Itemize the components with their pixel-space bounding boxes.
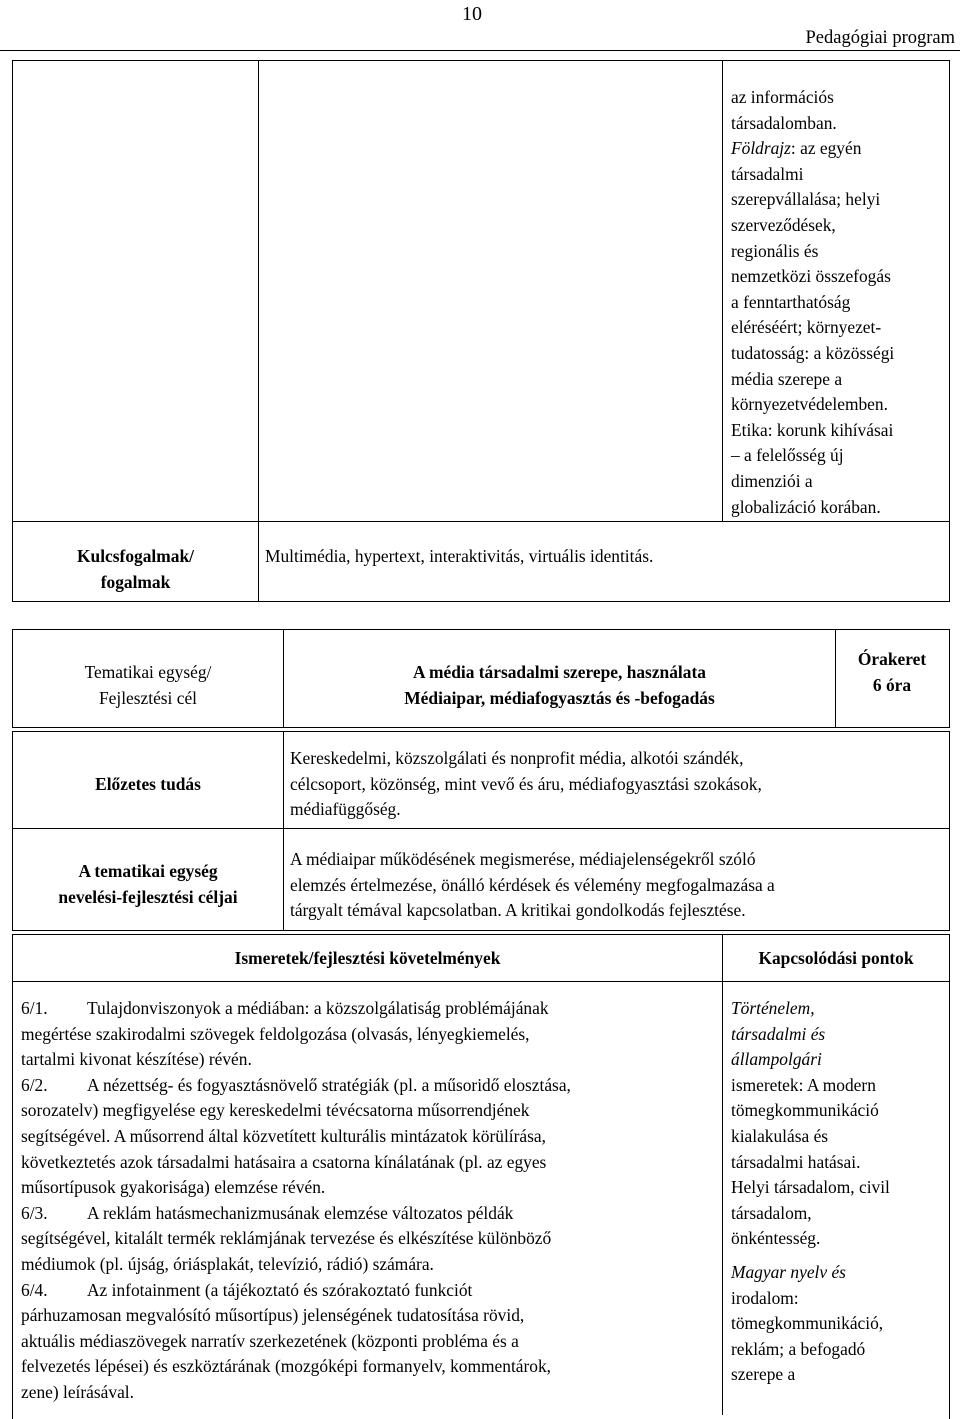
goals-line: A médiaipar működésének megismerése, médiajelenségekről szóló	[290, 849, 756, 869]
requirement-line: Az infotainment (a tájékoztató és szórakoztató funkciót	[87, 1279, 473, 1300]
requirement-line: műsortípusok gyakorisága) elemzése révén.	[21, 1177, 326, 1198]
literature-label: Magyar nyelv és	[731, 1261, 846, 1282]
geo-line: a fenntarthatóság	[731, 291, 851, 312]
keywords-label-line: fogalmak	[100, 571, 171, 592]
requirement-line: tartalmi kivonat készítése) révén.	[21, 1049, 252, 1070]
literature-text-line: reklám; a befogadó	[731, 1338, 866, 1359]
requirement-line: A nézettség- és fogyasztásnövelő stratégiák (pl. a műsoridő elosztása,	[87, 1074, 571, 1095]
requirement-line: segítségével, kitalált termék reklámjának tervezése és elkészítése különböző	[21, 1228, 552, 1249]
document-title: Pedagógiai program	[805, 28, 955, 48]
requirement-number: 6/1.	[21, 998, 48, 1018]
goals-label-line: A tematikai egység	[78, 861, 218, 881]
geo-line: eléréséért; környezet-	[731, 317, 882, 338]
requirement-number: 6/2.	[21, 1074, 48, 1095]
geo-line: nemzetközi összefogás	[731, 266, 891, 287]
ethics-line: – a felelősség új	[731, 445, 844, 466]
hours-label: Órakeret	[857, 649, 927, 669]
unit-hours	[836, 647, 948, 698]
requirement-item-6-4	[21, 1278, 719, 1304]
geo-line: : az egyén	[790, 138, 862, 159]
literature-text-line: szerepe a	[731, 1364, 796, 1385]
history-text-line: ismeretek: A modern	[731, 1074, 876, 1095]
prior-knowledge-line: médiafüggőség.	[290, 799, 401, 820]
requirement-line: felvezetés lépései) és eszköztárának (mozgóképi formanyelv, kommentárok,	[21, 1356, 552, 1377]
geo-line: szerepvállalása; helyi	[731, 189, 881, 210]
goals-line: tárgyalt témával kapcsolatban. A kritikai gondolkodás fejlesztése.	[290, 900, 746, 921]
requirement-line: segítségével. A műsorrend által közvetített kulturális mintázatok körülírása,	[21, 1125, 546, 1146]
ethics-line: globalizáció korában.	[731, 496, 881, 517]
requirement-item-6-2	[21, 1073, 719, 1099]
requirements-heading: Ismeretek/fejlesztési követelmények	[234, 948, 501, 968]
history-text-line: Helyi társadalom, civil	[731, 1177, 890, 1198]
history-label-line: társadalmi és	[731, 1023, 826, 1044]
goals-line: elemzés értelmezése, önálló kérdések és vélemény megfogalmazása a	[290, 874, 775, 895]
top-connections-cell	[731, 85, 949, 520]
top-table-row-rule	[12, 521, 950, 522]
requirement-line: sorozatelv) megfigyelése egy kereskedelmi tévécsatorna műsorrendjének	[21, 1100, 530, 1121]
geo-line: szerveződések,	[731, 214, 836, 235]
connections-heading: Kapcsolódási pontok	[758, 948, 914, 968]
connections-line: az információs	[731, 87, 834, 107]
requirements-header-rule	[12, 981, 950, 982]
unit-title-line: A média társadalmi szerepe, használata	[413, 662, 706, 682]
connections-list	[731, 996, 949, 1388]
requirement-line: zene) leírásával.	[21, 1381, 134, 1402]
goals-table-divider	[283, 731, 284, 931]
requirement-item-6-3	[21, 1201, 719, 1227]
unit-label-line: Fejlesztési cél	[98, 687, 198, 708]
literature-text-line: irodalom:	[731, 1287, 799, 1308]
requirement-line: párhuzamosan megvalósító műsortípus) jelenségének tudatosítása rövid,	[21, 1305, 525, 1326]
requirement-line: A reklám hatásmechanizmusának elemzése változatos példák	[87, 1202, 514, 1223]
history-text-line: tömegkommunikáció	[731, 1100, 879, 1121]
prior-knowledge-line: Kereskedelmi, közszolgálati és nonprofit média, alkotói szándék,	[290, 748, 744, 768]
requirement-line: Tulajdonviszonyok a médiában: a közszolgálatiság problémájának	[87, 998, 549, 1018]
unit-label-line: Tematikai egység/	[84, 662, 212, 682]
keywords-label-line: Kulcsfogalmak/	[77, 546, 194, 566]
ethics-line: dimenziói a	[731, 470, 813, 491]
geo-line: környezetvédelemben.	[731, 394, 888, 415]
requirement-line: aktuális médiaszövegek narratív szerkezetének (központi probléma és a	[21, 1330, 519, 1351]
requirement-line: következtetés azok társadalmi hatásaira a csatorna kínálatának (pl. az egyes	[21, 1151, 547, 1172]
geo-line: társadalmi	[731, 163, 804, 184]
page-number: 10	[462, 3, 482, 25]
geo-line: regionális és	[731, 240, 819, 261]
prior-knowledge-text	[290, 746, 945, 823]
prior-knowledge-line: célcsoport, közönség, mint vevő és áru, médiafogyasztási szokások,	[290, 773, 762, 794]
keywords-label	[13, 544, 258, 595]
history-text-line: társadalom,	[731, 1202, 812, 1223]
keywords-value: Multimédia, hypertext, interaktivitás, virtuális identitás.	[265, 546, 654, 566]
history-label-line: állampolgári	[731, 1049, 822, 1070]
unit-label	[13, 660, 283, 711]
prior-knowledge-label: Előzetes tudás	[95, 774, 201, 794]
requirement-line: médiumok (pl. újság, óriásplakát, televízió, rádió) számára.	[21, 1253, 434, 1274]
literature-text-line: tömegkommunikáció,	[731, 1313, 884, 1334]
top-table-divider-2	[722, 60, 723, 522]
requirement-number: 6/3.	[21, 1202, 48, 1223]
geo-first-line	[731, 136, 949, 162]
unit-title-line: Médiaipar, médiafogyasztás és -befogadás	[404, 687, 715, 708]
requirement-item-6-1	[21, 996, 719, 1022]
header-rule	[0, 50, 960, 51]
connections-line: társadalomban.	[731, 112, 837, 133]
history-text-line: kialakulása és	[731, 1125, 829, 1146]
goals-table-row-rule	[12, 828, 950, 829]
history-text-line: önkéntesség.	[731, 1228, 821, 1249]
history-label-line: Történelem,	[731, 998, 815, 1018]
geo-label: Földrajz	[731, 138, 791, 159]
geo-line: média szerepe a	[731, 368, 843, 389]
ethics-line: Etika: korunk kihívásai	[731, 419, 894, 440]
requirements-list	[21, 996, 719, 1406]
history-text-line: társadalmi hatásai.	[731, 1151, 861, 1172]
goals-label	[13, 859, 283, 910]
unit-title	[284, 660, 835, 711]
requirements-table-divider	[722, 934, 723, 1415]
goals-text	[290, 847, 945, 924]
requirement-number: 6/4.	[21, 1279, 48, 1300]
geo-line: tudatosság: a közösségi	[731, 342, 895, 363]
requirement-line: megértése szakirodalmi szövegek feldolgozása (olvasás, lényegkiemelés,	[21, 1023, 530, 1044]
hours-value: 6 óra	[872, 674, 912, 695]
goals-label-line: nevelési-fejlesztési céljai	[58, 886, 238, 907]
